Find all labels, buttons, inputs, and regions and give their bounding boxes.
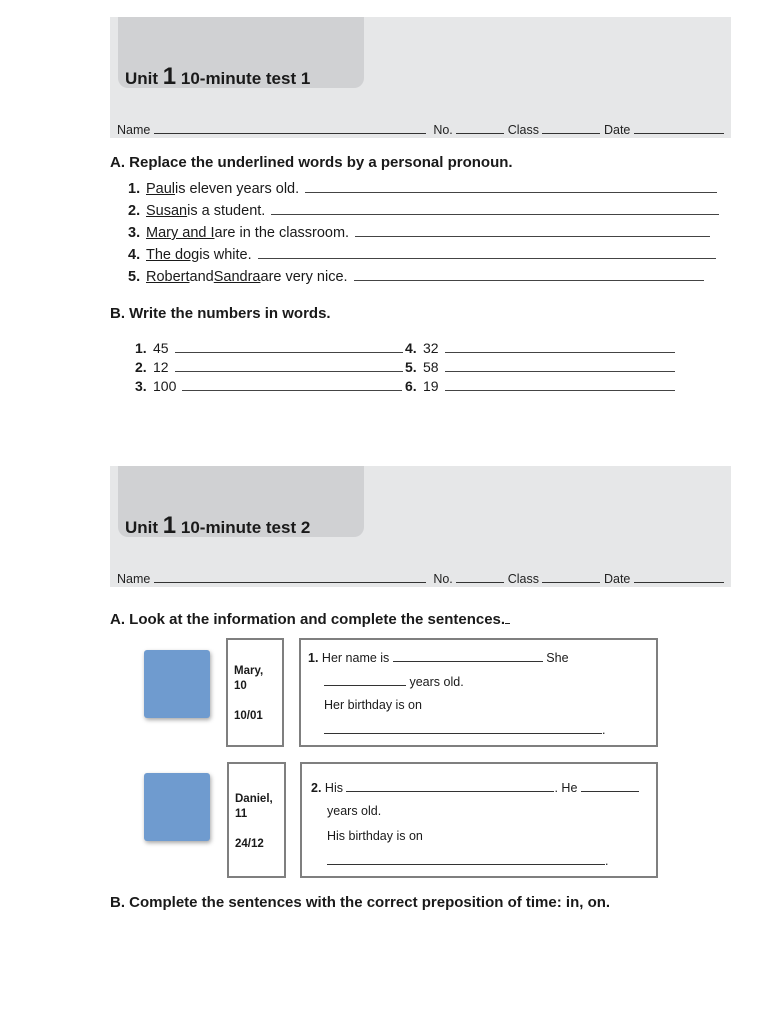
question-number: 5. (405, 359, 417, 375)
answer-line[interactable] (305, 191, 717, 193)
date-label: Date (603, 123, 631, 137)
no-label: No. (433, 572, 453, 586)
question-number: 4. (128, 247, 141, 263)
answer-line[interactable] (445, 351, 675, 353)
sentence-text: years old. (327, 804, 382, 818)
test1-header (110, 17, 731, 138)
sentence-text: years old. (409, 675, 464, 689)
answer-line[interactable] (175, 370, 403, 372)
photo-placeholder-daniel (144, 773, 210, 841)
question-text: are in the classroom. (214, 225, 350, 241)
question-text: is eleven years old. (175, 181, 300, 197)
question-number: 1. (308, 651, 319, 665)
number-value: 58 (423, 359, 439, 375)
test1-info-line (117, 122, 724, 137)
answer-line[interactable] (324, 674, 406, 686)
sentence-text: . (605, 854, 609, 868)
name-age-text: Daniel, 11 (235, 793, 273, 820)
question-row (128, 203, 719, 219)
question-row (128, 225, 710, 241)
answer-line[interactable] (182, 389, 402, 391)
sentence-line (311, 780, 639, 795)
date-field[interactable] (634, 571, 724, 583)
sentence-line (327, 853, 608, 868)
question-row (128, 181, 717, 197)
unit-word: Unit (125, 69, 159, 88)
sentence-line (324, 722, 605, 737)
class-label: Class (507, 572, 539, 586)
test2-title (125, 512, 310, 540)
sentence-box-1 (299, 638, 658, 747)
title-underscore (505, 610, 510, 624)
question-text: is white. (199, 247, 252, 263)
underlined-words: Mary and I (146, 225, 215, 241)
question-number: 2. (135, 359, 147, 375)
number-value: 32 (423, 340, 439, 356)
question-number: 1. (128, 181, 141, 197)
question-number: 4. (405, 340, 417, 356)
question-row (128, 269, 704, 285)
name-age-text: Mary, 10 (234, 665, 264, 692)
photo-placeholder-mary (144, 650, 210, 718)
test-title: 10-minute test 1 (180, 69, 311, 88)
unit-word: Unit (125, 518, 159, 537)
answer-line[interactable] (258, 257, 716, 259)
number-value: 100 (153, 378, 177, 394)
unit-number: 1 (162, 63, 177, 90)
question-number: 3. (135, 378, 147, 394)
date-field[interactable] (634, 122, 724, 134)
number-item (135, 340, 403, 356)
name-field[interactable] (154, 571, 426, 583)
class-field[interactable] (542, 122, 600, 134)
underlined-words: Sandra (213, 269, 261, 285)
sentence-text: Her birthday is on (324, 698, 422, 712)
answer-line[interactable] (346, 780, 554, 792)
question-number: 2. (128, 203, 141, 219)
test2-info-line (117, 571, 724, 586)
class-label: Class (507, 123, 539, 137)
underlined-words: The dog (146, 247, 200, 263)
number-item (405, 378, 675, 394)
test1-sectionB-title: B. Write the numbers in words. (110, 305, 331, 322)
question-text: and (189, 269, 214, 285)
no-field[interactable] (456, 122, 504, 134)
number-value: 12 (153, 359, 169, 375)
answer-line[interactable] (445, 389, 675, 391)
no-field[interactable] (456, 571, 504, 583)
date-label: Date (603, 572, 631, 586)
sentence-text: . (602, 723, 606, 737)
question-number: 5. (128, 269, 141, 285)
test2-sectionA-title (110, 610, 510, 628)
test2-header (110, 466, 731, 587)
answer-line[interactable] (271, 213, 719, 215)
unit-number: 1 (162, 512, 177, 539)
sentence-line (324, 674, 464, 689)
class-field[interactable] (542, 571, 600, 583)
question-number: 3. (128, 225, 141, 241)
sentence-line (308, 650, 569, 665)
birthday-text: 24/12 (235, 838, 264, 850)
number-item (405, 359, 675, 375)
test-title: 10-minute test 2 (180, 518, 311, 537)
sentence-box-2 (300, 762, 658, 878)
name-field[interactable] (154, 122, 426, 134)
question-text: is a student. (187, 203, 266, 219)
no-label: No. (433, 123, 453, 137)
section-title-text: A. Look at the information and complete the sentences. (110, 611, 506, 628)
question-number: 2. (311, 781, 322, 795)
sentence-text: . He (554, 781, 578, 795)
answer-line[interactable] (355, 235, 710, 237)
number-item (135, 378, 402, 394)
test1-title (125, 63, 310, 91)
test1-sectionA-title: A. Replace the underlined words by a personal pronoun. (110, 154, 513, 171)
answer-line[interactable] (581, 780, 639, 792)
number-value: 45 (153, 340, 169, 356)
sentence-text: His birthday is on (327, 829, 423, 843)
test2-sectionB-title: B. Complete the sentences with the correct preposition of time: in, on. (110, 894, 611, 911)
answer-line[interactable] (175, 351, 403, 353)
underlined-words: Paul (146, 181, 176, 197)
sentence-text: His (324, 781, 343, 795)
info-card-mary (226, 638, 284, 747)
question-number: 6. (405, 378, 417, 394)
answer-line[interactable] (393, 650, 543, 662)
answer-line[interactable] (324, 722, 602, 734)
info-card-daniel (227, 762, 286, 878)
underlined-words: Robert (146, 269, 190, 285)
sentence-text: Her name is (321, 651, 390, 665)
sentence-text: She (546, 651, 569, 665)
question-text: are very nice. (260, 269, 348, 285)
name-label: Name (117, 123, 151, 137)
answer-line[interactable] (327, 853, 605, 865)
name-label: Name (117, 572, 151, 586)
number-value: 19 (423, 378, 439, 394)
question-row (128, 247, 716, 263)
answer-line[interactable] (445, 370, 675, 372)
answer-line[interactable] (354, 279, 704, 281)
question-number: 1. (135, 340, 147, 356)
number-item (405, 340, 675, 356)
underlined-words: Susan (146, 203, 188, 219)
number-item (135, 359, 403, 375)
birthday-text: 10/01 (234, 710, 263, 722)
